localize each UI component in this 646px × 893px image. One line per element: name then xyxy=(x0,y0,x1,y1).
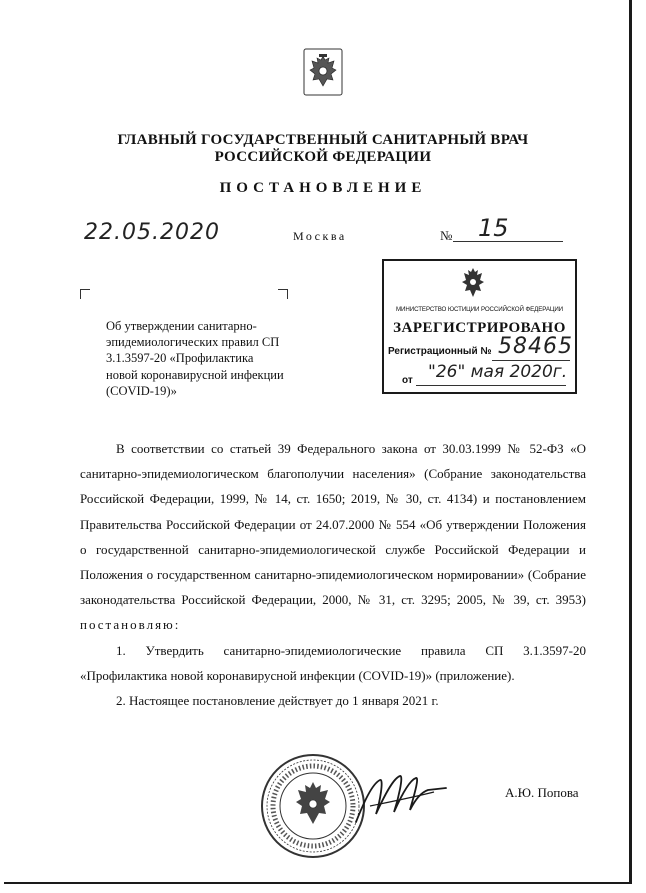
corner-bracket-right xyxy=(278,289,288,299)
document-subject: Об утверждении санитарно-эпидемиологических правил СП 3.1.3597-20 «Профилактика новой коронавирусной инфекции (COVID-19)» xyxy=(106,319,284,398)
document-type-title: ПОСТАНОВЛЕНИЕ xyxy=(219,180,427,196)
stamp-ministry: МИНИСТЕРСТВО ЮСТИЦИИ РОССИЙСКОЙ ФЕДЕРАЦИИ xyxy=(395,306,564,313)
stamp-emblem-icon xyxy=(457,264,489,302)
corner-bracket-left xyxy=(80,289,90,299)
number-label: № xyxy=(440,228,453,243)
handwritten-number: 15 xyxy=(478,214,509,242)
stamp-date-prefix: от xyxy=(402,375,413,386)
stamp-reg-underline xyxy=(492,360,570,361)
handwritten-signature xyxy=(350,762,450,832)
preamble-text: В соответствии со статьей 39 Федерального закона от 30.03.1999 № 52-ФЗ «О санитарно-эпидемиологическом благополучии населения» (Собрание законодательства Российской Федерации, 1999, № 14, ст. 1650; 2019, № 30, ст. 4134) и постановлением Правительства Российской Федерации от 24.07.2000 № 554 «Об утверждении Положения о государственной санитарно-эпидемиологической службе Российской Федерации и Положения о государственном санитарно-эпидемиологическом нормировании» (Собрание законодательства Российской Федерации, 2000, № 31, ст. 3295; 2005, № 39, ст. 3953) xyxy=(80,441,586,608)
issuer-title-line1: ГЛАВНЫЙ ГОСУДАРСТВЕННЫЙ САНИТАРНЫЙ ВРАЧ xyxy=(117,132,529,148)
stamp-date-underline xyxy=(416,385,566,386)
stamp-reg-number: 58465 xyxy=(498,334,573,359)
stamp-date: "26" мая 2020г. xyxy=(428,362,568,382)
coat-of-arms-icon xyxy=(303,48,343,96)
item-2: 2. Настоящее постановление действует до 1 января 2021 г. xyxy=(116,693,439,709)
issuer-title-line2: РОССИЙСКОЙ ФЕДЕРАЦИИ xyxy=(214,149,432,165)
signer-name: А.Ю. Попова xyxy=(505,785,579,800)
handwritten-date: 22.05.2020 xyxy=(84,220,220,245)
decree-word: постановляю: xyxy=(80,617,181,633)
preamble xyxy=(80,436,586,638)
document-body xyxy=(80,436,586,713)
stamp-registered: ЗАРЕГИСТРИРОВАНО xyxy=(393,320,566,336)
item-1: 1. Утвердить санитарно-эпидемиологические правила СП 3.1.3597-20 «Профилактика новой коронавирусной инфекции (COVID-19)» (приложение). xyxy=(80,642,586,683)
city-label: Москва xyxy=(293,229,347,243)
stamp-reg-label: Регистрационный № xyxy=(388,346,492,357)
